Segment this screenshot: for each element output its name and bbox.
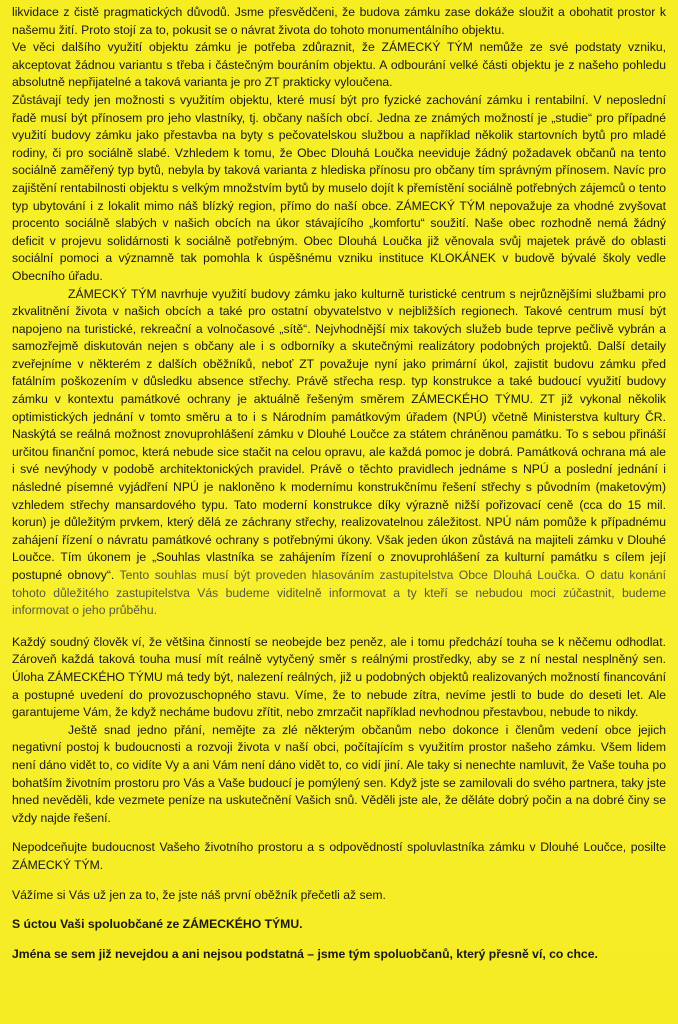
paragraph-wish: Ještě snad jedno přání, nemějte za zlé některým občanům nebo dokonce i členům vedení obce jejich negativní postoj k budoucnosti a rozvoji života v naší obci, počítajícím s využitím prostor našeho zámku. Všem lidem není dáno vidět to, co vidíte Vy a ani Vám není dáno vidět to, co vidí jiní. Ale taky si nenechte namluvit, že Vaše touha po bohatším životním prostoru pro Vás a Vaše budoucí je pomýlený sen. Když jste se zamilovali do svého partnera, taky jste hned nevěděli, kde vezmete peníze na uskutečnění Vašich snů. Věděli jste ale, že děláte dobrý počin a na dobré činy se vždy najde řešení. — [12, 722, 666, 825]
paragraph-housing-option: Zůstávají tedy jen možnosti s využitím objektu, které musí být pro fyzické zachování zámku i rentabilní. V neposlední řadě musí být přínosem pro jeho vlastníky, tj. občany naších obcí. Jedna ze známých možností je „studie“ pro případné využití budovy zámku jako přestavba na byty s pečovatelskou službou a například několik startovních bytů pro mladé rodiny, či pro sociálně slabé. Vzhledem k tomu, že Obec Dlouhá Loučka neeviduje žádný požadavek občanů na tento sociálně zaměřený typ bytů, nebyla by taková varianta z hlediska přínosu pro občany tím správným přínosem. Navíc pro zajištění rentabilnosti objektu s velkým množstvím bytů by muselo dojít k přemístění sociálně potřebných zájemců o tento typ ubytování i z lokalit mimo náš blízký region, přímo do naší obce. ZÁMECKÝ TÝM nepovažuje za vhodné zvyšovat procento sociálně slabých v našich obcích na úkor stávajícího „komfortu“ soužití. Naše obec rozhodně nemá žádný deficit v projevu solidárnosti k sociálně potřebným. Obec Dlouhá Loučka již věnovala svůj majetek právě do oblasti sociální pomoci a významně tak pomohla k úspěšnému vzniku instituce KLOKÁNEK v budově bývalé školy vedle Obecního úřadu. — [12, 92, 666, 283]
signature-note: Jména se sem již nevejdou a ani nejsou podstatná – jsme tým spoluobčanů, který přesně ví, co chce. — [12, 946, 598, 961]
signature-greeting: S úctou Vaši spoluobčané ze ZÁMECKÉHO TÝMU. — [12, 917, 303, 932]
cultural-centre-text: ZÁMECKÝ TÝM navrhuje využití budovy zámku jako kulturně turistické centrum s nejrůznějšími službami pro zkvalitnění života v našich obcích a také pro ostatní obyvatelstvo v nejbližších regionech. Takové centrum musí být napojeno na turistické, rekreační a volnočasové „sítě“. Nejvhodnější mix takových služeb bude teprve pečlivě vybrán a samozřejmě diskutován nejen s občany ale i s odborníky a skutečnými realizátory podobných projektů. Další detaily zveřejníme v některém z dalších oběžníků, neboť ZT považuje nyní jako primární úkol, zajistit budovu zámku před fatálním poškozením v důsledku absence střechy. Právě střecha resp. typ konstrukce a také budoucí využití budovy zámku v kontextu památkové ochrany je aktuálně řešeným směrem ZÁMECKÉHO TÝMU. ZT již vykonal několik optimistických jednání v tomto směru a to i s Národním památkovým úřadem (NPÚ) včetně Ministerstva kultury ČR. Naskýtá se reálná možnost znovuprohlášení zámku v Dlouhé Loučce za státem chráněnou památku. To s sebou přináší určitou finanční pomoc, která nebude sice stačit na celou opravu, ale každá pomoc je dobrá. Památková ochrana má ale i své nevýhody v podobě architektonických pravidel. Právě o těchto pravidlech jednáme s NPÚ a poslední jednání i následné písemné vyjádření NPÚ je nakloněno k modernímu konstrukčnímu řešení střechy s původním (maketovým) vzhledem střechy mansardového typu. Tato moderní konstrukce díky výrazně nižší pořizovací ceně (cca do 15 mil. korun) je důležitým prvkem, který dělá ze záchrany střechy, realizovatelnou záležitost. NPÚ nám pomůže k případnému zahájení řízení o návratu památkové ochrany s potřebnými úkony. Však jeden úkon zůstává na majiteli zámku v Dlouhé Loučce. Tím úkonem je „Souhlas vlastníka se zahájením řízení o znovuprohlášení za kulturní památku s cílem její postupné obnovy“. — [12, 286, 666, 582]
council-vote-note: Tento souhlas musí být proveden hlasováním zastupitelstva Obce Dlouhá Loučka. O datu konání tohoto důležitého zastupitelstva Vás budeme viditelně informovat a ty kteří se nebudou moci zúčastnit, budeme informovat o jeho průběhu. — [12, 568, 666, 618]
paragraph-appeal: Nepodceňujte budoucnost Vašeho životního prostoru a s odpovědností spoluvlastníka zámku v Dlouhé Loučce, posilte ZÁMECKÝ TÝM. — [12, 840, 666, 872]
paragraph-intro-end: likvidace z čistě pragmatických důvodů. Jsme přesvědčeni, že budova zámku zase dokáže sloužit a obohatit prostor k našemu žití. Proto stojí za to, pokusit se o návrat života do tohoto monumentálního objektu. — [12, 5, 666, 37]
paragraph-money-and-desire: Každý soudný člověk ví, že většina činností se neobejde bez peněz, ale i tomu předchází touha se k něčemu odhodlat. Zároveň každá taková touha musí mít reálně vytyčený směr s reálnými prostředky, aby se z ní nestal nesplněný sen. Úloha ZÁMECKÉHO TÝMU má tedy být, nalezení reálných, již u podobných objektů realizovaných možností financování a postupné uvedení do provozuschopného stavu. Víme, že to nebude zítra, nevíme jestli to bude do deseti let. Ale garantujeme Vám, že když necháme budovu zřítit, nebo zmrzačit například nevhodnou přestavbou, nebude to nikdy. — [12, 634, 666, 720]
paragraph-thanks: Vážíme si Vás už jen za to, že jste náš první oběžník přečetli až sem. — [12, 887, 386, 902]
paragraph-cultural-centre — [12, 286, 666, 620]
paragraph-no-demolition: Ve věci dalšího využití objektu zámku je potřeba zdůraznit, že ZÁMECKÝ TÝM nemůže ze své podstaty vzniku, akceptovat žádnou variantu s třeba i částečným bouráním objektu. A odbourání velké části objektu je z našeho pohledu absolutně nepřijatelné a taková varianta je pro ZT prakticky vyloučena. — [12, 40, 666, 90]
